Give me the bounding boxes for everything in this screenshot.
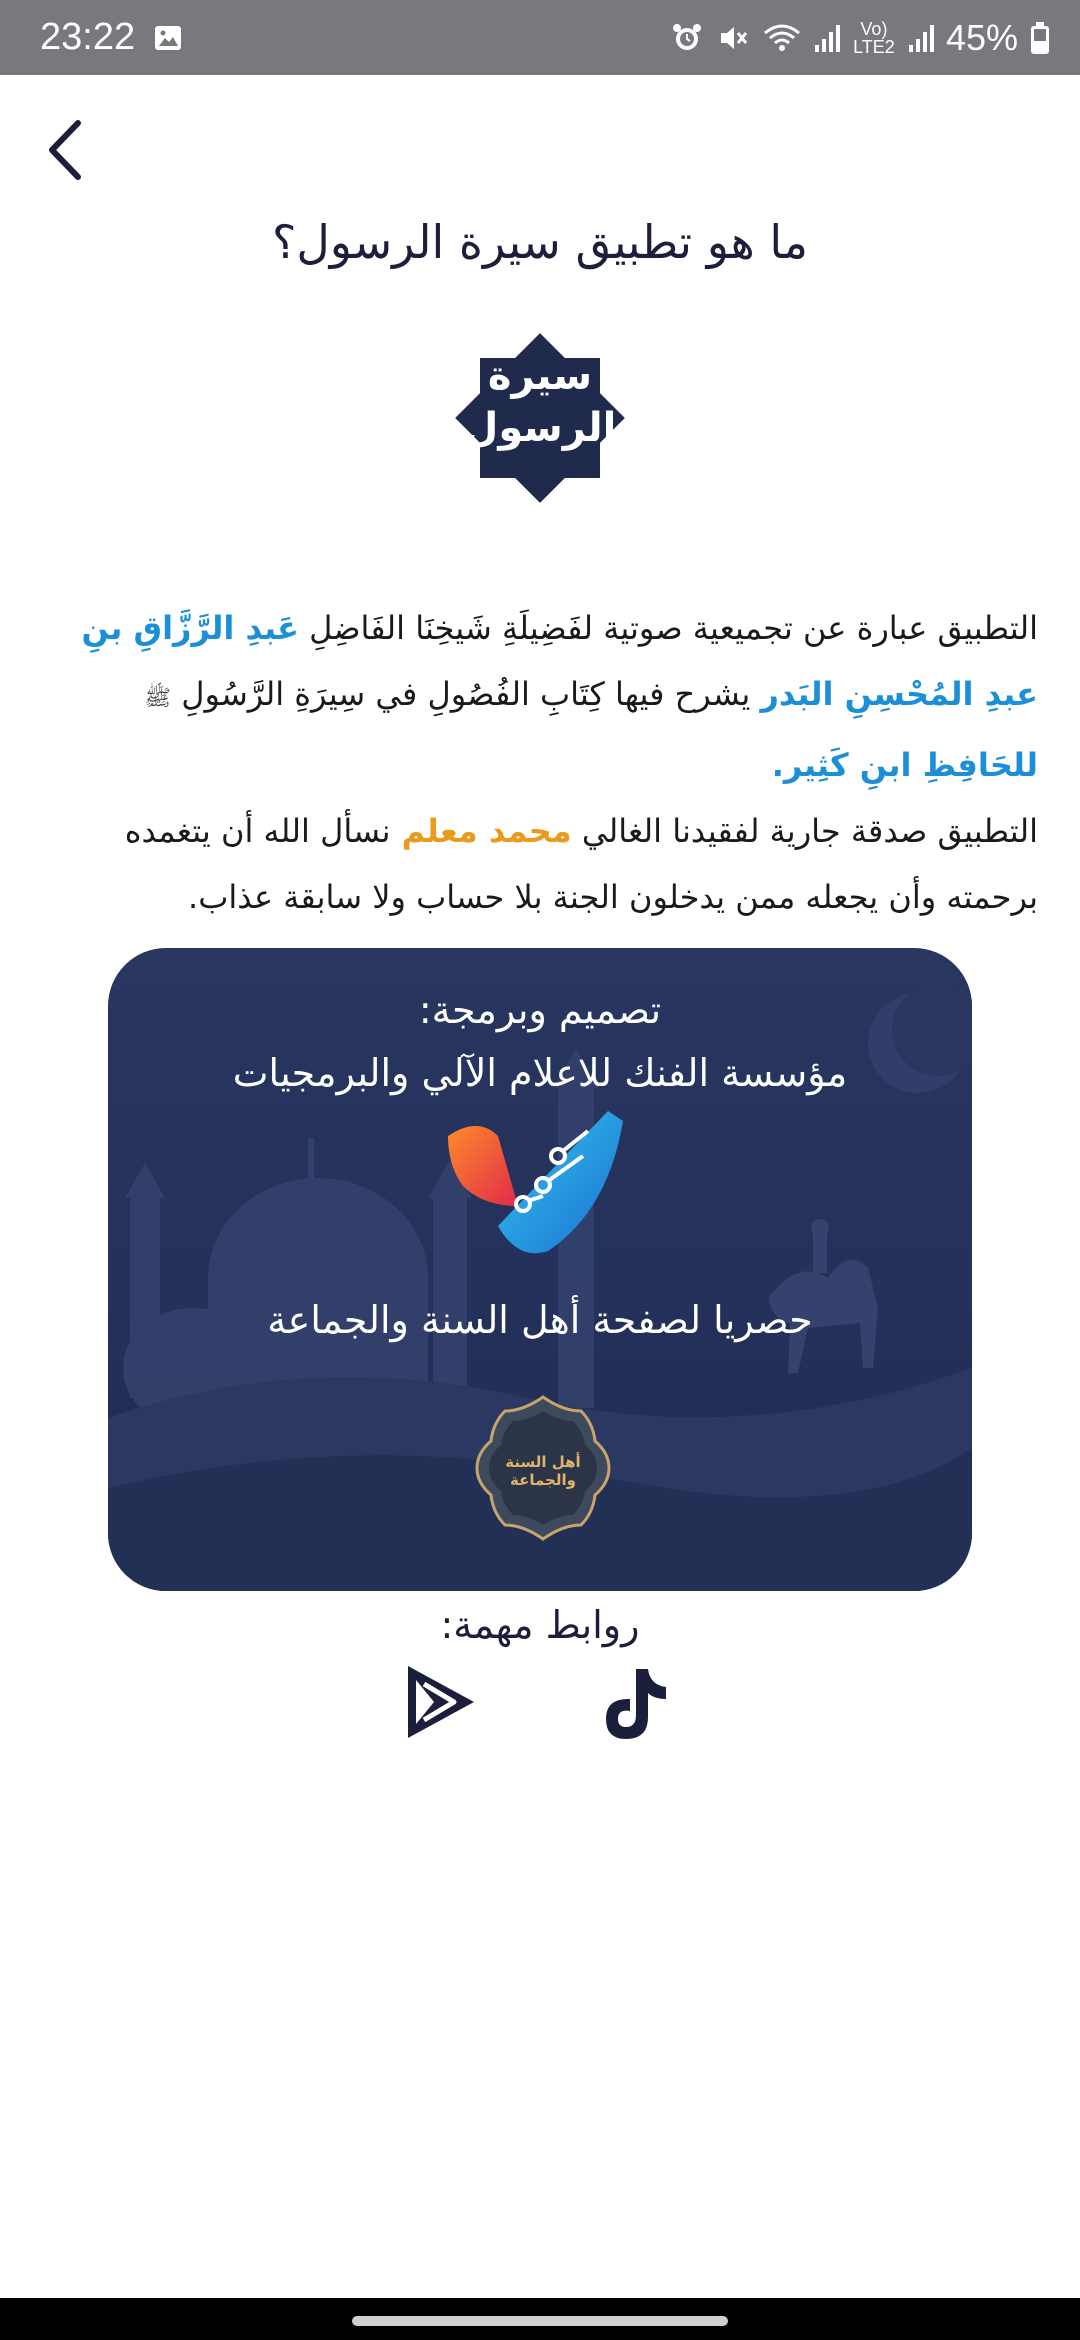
author-name: للحَافِظِ ابنِ كَثِير. — [771, 746, 1038, 784]
deceased-name: محمد معلم — [390, 812, 572, 850]
status-bar — [0, 0, 1080, 75]
links-title: روابط مهمة: — [440, 1603, 640, 1647]
chevron-left-icon — [40, 115, 90, 185]
app-logo-text — [440, 350, 640, 454]
alarm-icon — [670, 21, 704, 55]
about-p2-start: التطبيق صدقة جارية لفقيدنا الغالي — [571, 812, 1038, 850]
mute-icon — [716, 21, 750, 55]
design-label: تصميم وبرمجة: — [418, 988, 662, 1032]
about-p1-mid: يشرح فيها كِتَابِ الفُصُولِ في سِيرَةِ الرَّسُولِ — [171, 675, 761, 713]
back-button[interactable] — [30, 110, 100, 190]
credits-card — [108, 948, 972, 1591]
play-store-icon[interactable] — [402, 1662, 482, 1742]
wifi-icon — [762, 21, 802, 55]
tiktok-icon[interactable] — [598, 1665, 670, 1743]
home-gesture-handle[interactable] — [352, 2316, 728, 2326]
about-text — [40, 595, 1038, 930]
exclusive-text: حصريا لصفحة أهل السنة والجماعة — [267, 1298, 813, 1342]
network-label: Vo) LTE2 — [853, 18, 895, 57]
battery-percent: 45% — [945, 16, 1018, 58]
image-icon — [153, 23, 183, 53]
about-p2-end: نسأل الله أن يتغمده برحمته وأن يجعله ممن يدخلون الجنة بلا حساب ولا سابقة عذاب. — [124, 812, 1038, 916]
page-title: ما هو تطبيق سيرة الرسول؟ — [271, 215, 809, 269]
status-right — [670, 17, 1050, 59]
company-logo-icon — [448, 1111, 638, 1261]
battery-icon — [1030, 21, 1050, 55]
about-p1-start: التطبيق عبارة عن تجميعية صوتية لفَضِيلَةِ شَيخِنَا الفَاضِلِ — [298, 609, 1038, 647]
signal-icon — [908, 23, 934, 53]
signal-icon — [814, 23, 840, 53]
logo-line2: الرسول — [463, 405, 617, 451]
badge-text: أهل السنة والجماعة — [505, 1453, 581, 1489]
company-name: مؤسسة الفنك للاعلام الآلي والبرمجيات — [232, 1051, 848, 1095]
logo-line1: سيرة — [487, 353, 593, 399]
status-time: 23:22 — [40, 16, 136, 58]
sheikh-name: عَبدِ الرَّزَّاقِ بنِ عبدِ المُحْسِنِ البَدر — [81, 609, 1038, 713]
status-left — [40, 16, 183, 59]
honorific: ﷺ — [144, 686, 172, 711]
